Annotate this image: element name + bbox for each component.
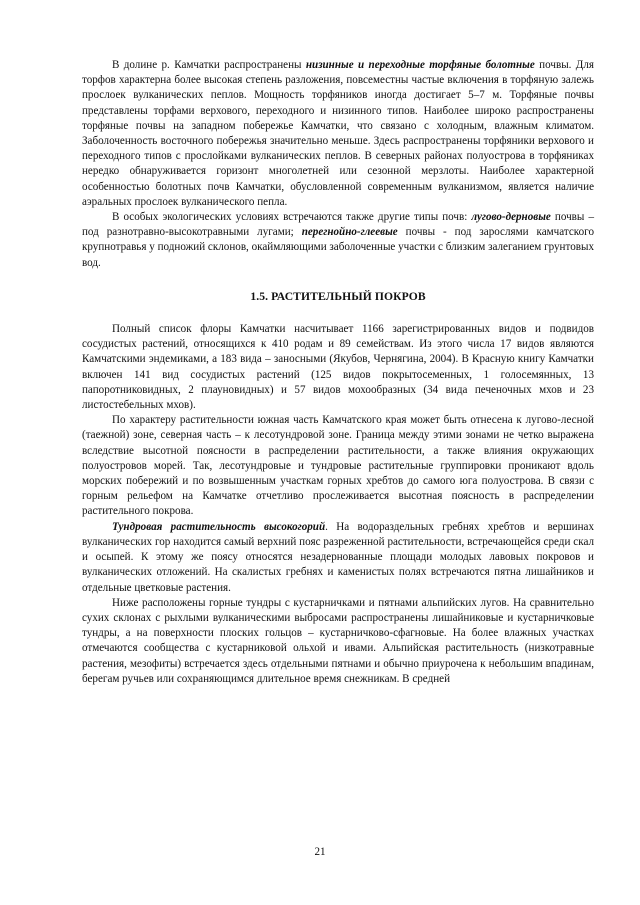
document-page (82, 58, 594, 687)
paragraph-peat-soils (82, 58, 594, 210)
emphasis-term: Тундровая растительность высокогорий (112, 520, 326, 533)
page-number: 21 (314, 846, 326, 858)
emphasis-term: лугово-дерновые (471, 211, 551, 224)
section-heading: 1.5. РАСТИТЕЛЬНЫЙ ПОКРОВ (250, 289, 426, 303)
emphasis-term: низинные и переходные торфяные болотные (305, 59, 535, 71)
paragraph-tundra-highlands (82, 520, 594, 596)
emphasis-term: перегнойно-глеевые (301, 226, 398, 239)
paragraph-other-soils (82, 210, 594, 271)
text-run: . На водораздельных гребнях хребтов и вершинах вулканических гор находится самый верхний пояс разреженной растительности, встречающейся среди скал и осыпей. К этому же поясу относятся незадернованные площади молодых лавовых покровов и вулканических отложений. На скалистых гребнях и каменистых полях встречаются пятна лишайников и отдельные цветковые растения. (82, 520, 595, 594)
text-run: почвы – под разнотравно-высокотравными лугами; (82, 211, 594, 239)
text-run: В долине р. Камчатки распространены (112, 59, 306, 71)
text-run: В особых экологических условиях встречаются также другие типы почв: (112, 211, 472, 224)
text-run: почвы. Для торфов характерна более высокая степень разложения, повсеместны частые включения в торфяную залежь прослоек вулканических пеплов. Мощность торфяников иногда достигает 5–7 м. Торфяные почвы представлены торфами верхового, переходного и низинного типов. Наиболее широко распространены торфяные почвы на западном побережье Камчатки, что связано с холодным, влажным климатом. Заболоченность восточного побережья значительно меньше. Здесь распространены торфяники верхового и переходного типов с прослойками вулканических пеплов. В северных районах полуострова в торфяниках нередко обнаруживается горизонт многолетней или сезонной мерзлоты. Наиболее характерной особенностью болотных почв Камчатки, обусловленной современным вулканизмом, является наличие аэральных прослоек вулканического пепла. (82, 59, 594, 208)
paragraph-flora-list: Полный список флоры Камчатки насчитывает 1166 зарегистрированных видов и подвидов сосудистых растений, относящихся к 410 родам и 89 семействам. Из этого числа 17 видов являются Камчатскими эндемиками, а 183 вида – заносными (Якубов, Чернягина, 2004). В Красную книгу Камчатки включен 141 вид сосудистых растений (125 видов покрытосеменных, 1 голосемянных, 13 папоротниковидных, 2 плауновидных) и 57 видов мохообразных (34 вида печеночных мхов и 23 листостебельных мхов). (82, 323, 594, 412)
paragraph-vegetation-zones: По характеру растительности южная часть Камчатского края может быть отнесена к лугово-лесной (таежной) зоне, северная часть – к лесотундровой зоне. Граница между этими зонами не четко выражена вследствие высотной поясности в распределении растительности, а также влияния окружающих полуостровов морей. Так, лесотундровые и тундровые растительные группировки проникают вдоль морских побережий и по возвышенным участкам горных хребтов до самого юга полуострова. В связи с горным рельефом на Камчатке отчетливо прослеживается высотная поясность в распределении растительного покрова. (82, 414, 594, 518)
paragraph-mountain-tundra: Ниже расположены горные тундры с кустарничками и пятнами альпийских лугов. На сравнительно сухих склонах с рыхлыми вулканическими выбросами распространены лишайниковые и кустарничковые тундры, а на поверхности плоских гольцов – кустарничково-сфагновые. На более влажных участках отмечаются сообщества с кустарниковой ольхой и ивами. Альпийская растительность (низкотравные растения, мезофиты) встречается здесь отдельными пятнами и обычно приурочена к небольшим впадинам, берегам ручьев или сохраняющимся длительное время снежникам. В средней (82, 596, 594, 685)
text-run: почвы - под зарослями камчатского крупнотравья у подножий склонов, окаймляющими заболоченные участки с близким залеганием грунтовых вод. (82, 226, 594, 269)
